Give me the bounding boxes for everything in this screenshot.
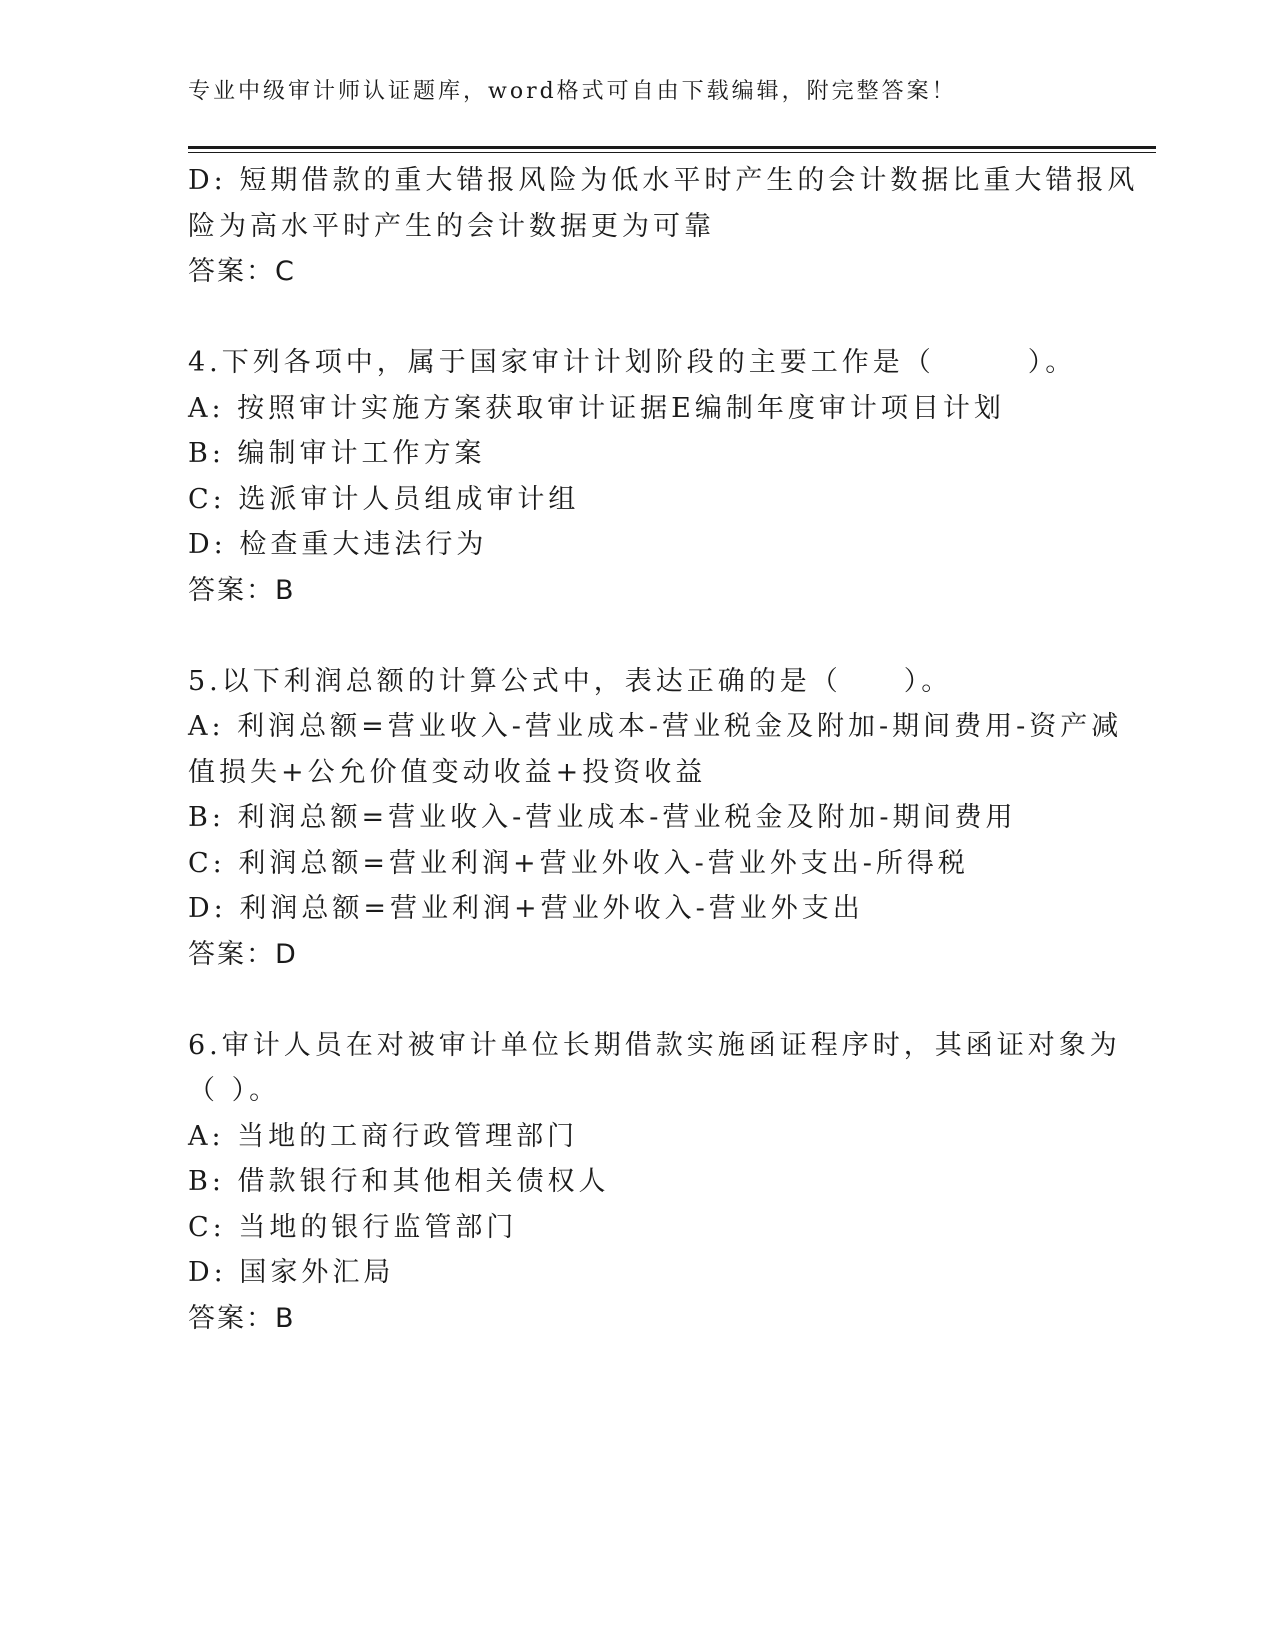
option-line: C: 当地的银行监管部门 xyxy=(188,1211,518,1243)
option-line: A: 按照审计实施方案获取审计证据E编制年度审计项目计划 xyxy=(188,392,1005,424)
question-text: 5.以下利润总额的计算公式中，表达正确的是（ ）。 xyxy=(188,665,953,697)
option-line: B: 利润总额=营业收入-营业成本-营业税金及附加-期间费用 xyxy=(188,802,1017,833)
option-line: C: 利润总额=营业利润+营业外收入-营业外支出-所得税 xyxy=(188,847,969,879)
answer-line: 答案：B xyxy=(188,1302,296,1334)
question-block xyxy=(188,1023,1121,1342)
question-list xyxy=(188,158,1139,1387)
option-line: B: 借款银行和其他相关债权人 xyxy=(188,1166,610,1197)
page-header: 专业中级审计师认证题库，word格式可自由下载编辑，附完整答案！ xyxy=(188,79,957,104)
answer-line: 答案：B xyxy=(188,574,296,606)
option-line: 值损失+公允价值变动收益+投资收益 xyxy=(188,756,707,788)
question-text: 6.审计人员在对被审计单位长期借款实施函证程序时，其函证对象为 xyxy=(188,1029,1121,1061)
option-line: D: 利润总额=营业利润+营业外收入-营业外支出 xyxy=(188,893,864,924)
option-line: D: 国家外汇局 xyxy=(188,1257,395,1288)
header-rule-thick xyxy=(188,146,1156,149)
option-line: B: 编制审计工作方案 xyxy=(188,438,486,469)
option-line: C: 选派审计人员组成审计组 xyxy=(188,483,580,515)
option-line: A: 利润总额=营业收入-营业成本-营业税金及附加-期间费用-资产减 xyxy=(188,711,1123,742)
question-block xyxy=(188,158,1139,295)
question-text-continued: （ ）。 xyxy=(188,1075,281,1106)
option-line: D: 短期借款的重大错报风险为低水平时产生的会计数据比重大错报风 xyxy=(188,165,1139,196)
option-line: 险为高水平时产生的会计数据更为可靠 xyxy=(188,210,715,242)
question-block xyxy=(188,340,1088,613)
answer-line: 答案：D xyxy=(188,938,298,970)
option-line: D: 检查重大违法行为 xyxy=(188,529,488,560)
option-line: A: 当地的工商行政管理部门 xyxy=(188,1120,579,1152)
question-block xyxy=(188,659,1123,978)
question-text: 4.下列各项中，属于国家审计计划阶段的主要工作是（ ）。 xyxy=(188,347,1077,378)
header-rule-thin xyxy=(188,152,1156,153)
answer-line: 答案：C xyxy=(188,256,296,287)
